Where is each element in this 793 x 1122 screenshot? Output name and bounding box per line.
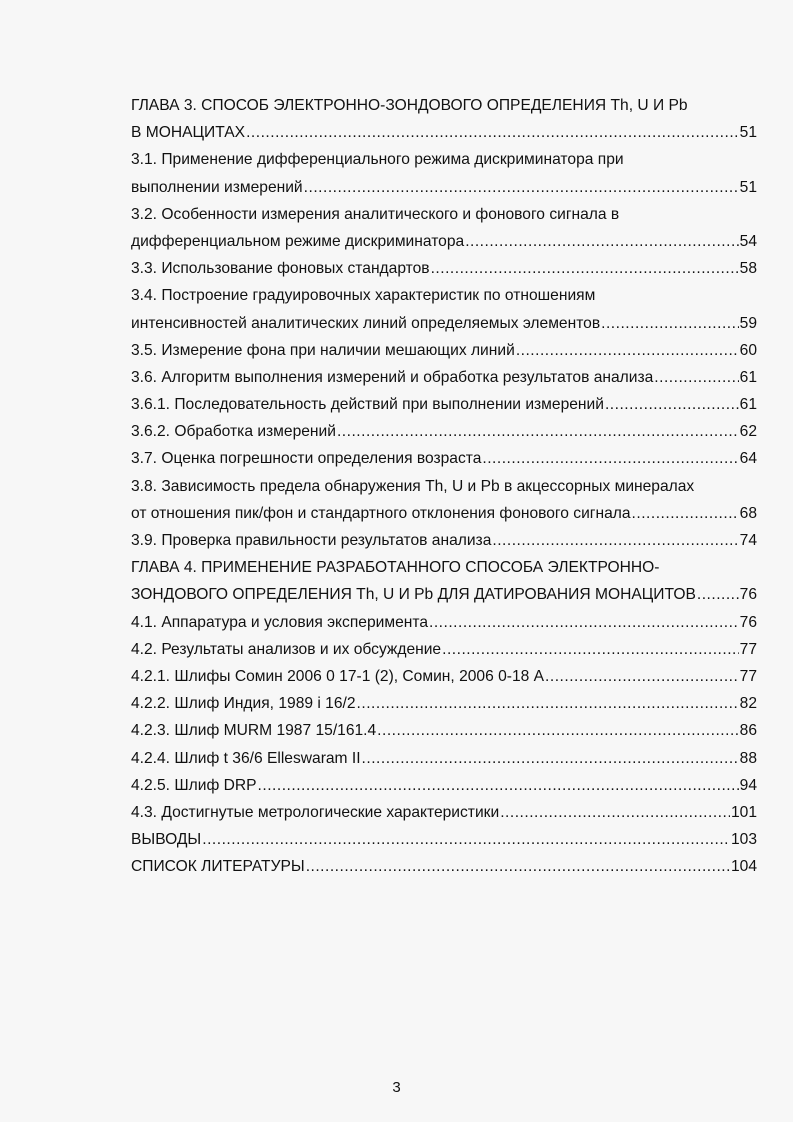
toc-entry-text: 3.9. Проверка правильности результатов анализа [131,532,492,549]
toc-entry-text: 3.6.1. Последовательность действий при выполнении измерений [131,396,604,414]
toc-entry-text: ЗОНДОВОГО ОПРЕДЕЛЕНИЯ Th, U И Pb ДЛЯ ДАТИРОВАНИЯ МОНАЦИТОВ [131,586,696,604]
dot-leader [429,609,739,636]
dot-leader [442,636,739,663]
toc-entry-last-line [131,690,757,717]
dot-leader [337,418,739,445]
toc-entry [131,853,757,880]
toc-entry-last-line [131,364,757,391]
toc-entry-last-line [131,391,757,418]
toc-entry-text: интенсивностей аналитических линий определяемых элементов [131,314,601,332]
toc-entry-line [131,554,757,581]
toc-entry [131,609,757,636]
dot-leader [492,527,738,554]
toc-entry-last-line [131,310,757,337]
toc-entry-last-line [131,527,757,554]
toc-entry [131,663,757,690]
toc-entry [131,772,757,799]
toc-entry-text: выполнении измерений [131,178,303,196]
dot-leader [258,772,739,799]
toc-entry-text: 4.2.4. Шлиф t 36/6 Elleswaram II [131,749,361,767]
toc-entry [131,391,757,418]
dot-leader [482,445,738,472]
toc-entry-text: дифференциальном режиме дискриминатора [131,232,465,250]
toc-page-number: 60 [739,341,757,359]
toc-page-number: 54 [739,232,757,250]
toc-entry-text: 3.2. Особенности измерения аналитического и фонового сигнала в [131,205,620,223]
toc-page-number: 51 [739,178,757,196]
toc-entry-last-line [131,445,757,472]
toc-page-number: 88 [739,749,757,767]
toc-entry [131,418,757,445]
toc-entry-last-line [131,255,757,282]
toc-entry-text: 3.6. Алгоритм выполнения измерений и обработка результатов анализа [131,368,654,386]
toc-page-number: 61 [739,368,757,386]
toc-entry-text: 4.2.1. Шлифы Сомин 2006 0 17-1 (2), Сомин, 2006 0-18 А [131,667,545,685]
dot-leader [516,337,739,364]
toc-entry-last-line [131,853,757,880]
dot-leader [431,255,739,282]
toc-entry-line [131,201,757,228]
toc-page-number: 68 [739,504,757,522]
toc-entry-last-line [131,609,757,636]
toc-entry-last-line [131,636,757,663]
toc-entry-line [131,146,757,173]
toc-entry-text: 3.6.2. Обработка измерений [131,423,336,441]
dot-leader [362,745,739,772]
toc-entry-text: 3.5. Измерение фона при наличии мешающих линий [131,341,515,359]
toc-page-number: 77 [739,640,757,658]
toc-entry [131,445,757,472]
toc-entry-text: 4.2.5. Шлиф DRP [131,776,257,794]
toc-entry [131,527,757,554]
dot-leader [697,581,739,608]
dot-leader [605,391,739,418]
toc-entry [131,201,757,255]
toc-entry-text: В МОНАЦИТАХ [131,124,246,142]
dot-leader [377,717,738,744]
toc-entry-last-line [131,663,757,690]
toc-page-number: 59 [739,314,757,332]
toc-entry-line [131,92,757,119]
dot-leader [357,690,739,717]
toc-entry-last-line [131,799,757,826]
toc-entry-text: 3.8. Зависимость предела обнаружения Th, U и Pb в акцессорных минералах [131,477,695,495]
toc-entry-last-line [131,418,757,445]
dot-leader [500,799,730,826]
toc-entry-text: от отношения пик/фон и стандартного отклонения фонового сигнала [131,504,631,522]
toc-page-number: 76 [739,613,757,631]
toc-entry-text: ВЫВОДЫ [131,831,202,849]
dot-leader [545,663,739,690]
toc-entry-last-line [131,500,757,527]
toc-entry-last-line [131,581,757,608]
toc-entry-text: 3.3. Использование фоновых стандартов [131,260,430,278]
toc-entry [131,745,757,772]
dot-leader [465,228,738,255]
toc-page-number: 62 [739,423,757,441]
toc-entry [131,826,757,853]
toc-page-number: 94 [739,776,757,794]
toc-page-number: 77 [739,667,757,685]
toc-entry [131,364,757,391]
toc-entry [131,636,757,663]
toc-entry-last-line [131,337,757,364]
toc-page-number: 74 [739,532,757,549]
toc-entry [131,690,757,717]
toc-page-number: 101 [730,803,757,821]
dot-leader [306,853,730,880]
toc-entry-text: 4.2.2. Шлиф Индия, 1989 i 16/2 [131,695,356,713]
toc-entry [131,473,757,527]
toc-entry [131,799,757,826]
dot-leader [632,500,739,527]
toc-entry-last-line [131,228,757,255]
toc-entry-text: ГЛАВА 4. ПРИМЕНЕНИЕ РАЗРАБОТАННОГО СПОСОБА ЭЛЕКТРОННО- [131,559,660,577]
toc-entry-last-line [131,119,757,146]
toc-entry-last-line [131,772,757,799]
toc-entry-line [131,282,757,309]
toc-entry-text: 3.4. Построение градуировочных характеристик по отношениям [131,287,596,305]
toc-page-number: 82 [739,695,757,713]
toc-entry-text: СПИСОК ЛИТЕРАТУРЫ [131,858,305,876]
toc-entry [131,255,757,282]
toc-page-number: 61 [739,396,757,414]
dot-leader [202,826,730,853]
toc-page-number: 103 [730,831,757,849]
dot-leader [654,364,738,391]
page-number: 3 [392,1079,401,1096]
toc-entry [131,282,757,336]
dot-leader [246,119,739,146]
toc-entry-last-line [131,745,757,772]
table-of-contents [131,92,757,880]
toc-entry [131,337,757,364]
toc-entry-text: 4.3. Достигнутые метрологические характеристики [131,803,500,821]
toc-entry [131,146,757,200]
toc-page-number: 58 [739,260,757,278]
toc-entry-text: 4.2.3. Шлиф MURM 1987 15/161.4 [131,722,377,740]
toc-entry-text: 3.1. Применение дифференциального режима дискриминатора при [131,151,624,169]
dot-leader [601,310,739,337]
toc-entry-last-line [131,174,757,201]
toc-page-number: 86 [739,722,757,740]
toc-entry-last-line [131,826,757,853]
toc-entry-last-line [131,717,757,744]
toc-page-number: 51 [739,124,757,142]
dot-leader [304,174,739,201]
toc-entry-text: 3.7. Оценка погрешности определения возраста [131,450,482,468]
toc-entry-text: 4.2. Результаты анализов и их обсуждение [131,640,442,658]
toc-entry [131,717,757,744]
toc-entry-line [131,473,757,500]
toc-entry-text: ГЛАВА 3. СПОСОБ ЭЛЕКТРОННО-ЗОНДОВОГО ОПРЕДЕЛЕНИЯ Th, U И Pb [131,97,688,114]
toc-page-number: 64 [739,450,757,468]
toc-page-number: 76 [739,586,757,604]
toc-entry-text: 4.1. Аппаратура и условия эксперимента [131,613,428,631]
toc-entry [131,92,757,146]
toc-entry [131,554,757,608]
toc-page-number: 104 [730,858,757,876]
